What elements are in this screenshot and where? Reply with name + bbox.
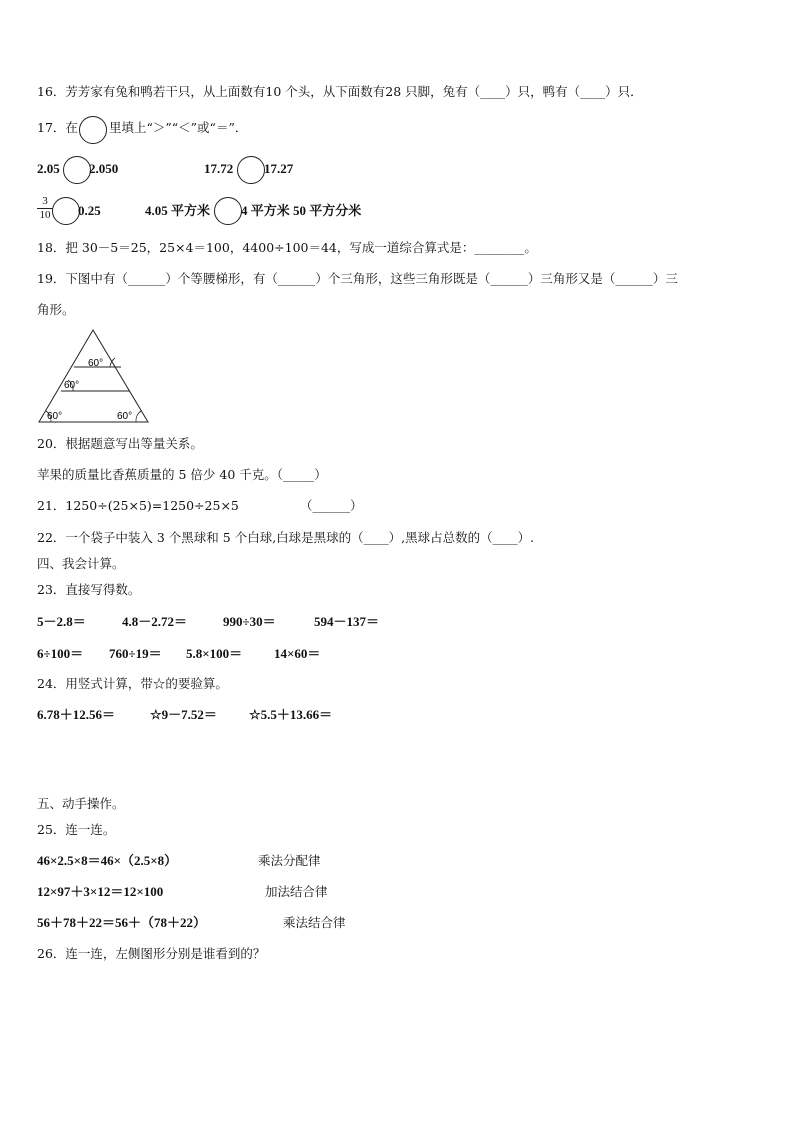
calc-2-1: 6÷100＝ xyxy=(37,646,84,661)
question-20-title: 20．根据题意写出等量关系。 xyxy=(37,436,203,451)
match-right-1[interactable]: 乘法分配律 xyxy=(258,853,321,868)
angle-label-bl: 60° xyxy=(47,411,63,422)
question-21-blank: （______） xyxy=(300,498,363,513)
calc-1-4: 594－137＝ xyxy=(314,614,380,629)
match-left-3[interactable]: 56＋78＋22＝56＋（78＋22） xyxy=(37,915,207,930)
question-20-body: 苹果的质量比香蕉质量的 5 倍少 40 千克。（_____） xyxy=(37,467,327,482)
match-left-2[interactable]: 12×97＋3×12＝12×100 xyxy=(37,884,164,899)
section-4-heading: 四、我会计算。 xyxy=(37,556,125,571)
match-right-2[interactable]: 加法结合律 xyxy=(265,884,328,899)
question-19-line1: 19．下图中有（______）个等腰梯形，有（______）个三角形，这些三角形既是（______）三角形又是（______）三 xyxy=(37,271,678,286)
calc-1-2: 4.8－2.72＝ xyxy=(122,614,188,629)
match-left-1[interactable]: 46×2.5×8＝46×（2.5×8） xyxy=(37,853,178,868)
vertical-calc-2: ☆9－7.52＝ xyxy=(150,707,217,722)
fraction-denominator: 10 xyxy=(39,209,51,221)
compare-1-right: 2.050 xyxy=(89,161,119,176)
question-18: 18．把 30－5＝25，25×4＝100，4400÷100＝44，写成一道综合算式是：________。 xyxy=(37,240,537,255)
fraction-numerator: 3 xyxy=(42,195,48,207)
compare-1-left: 2.05 xyxy=(37,161,60,176)
compare-4-circle[interactable] xyxy=(214,197,242,225)
calc-1-3: 990÷30＝ xyxy=(223,614,276,629)
match-right-3[interactable]: 乘法结合律 xyxy=(283,915,346,930)
calc-2-2: 760÷19＝ xyxy=(109,646,162,661)
calc-1-1: 5－2.8＝ xyxy=(37,614,86,629)
compare-4-left: 4.05 平方米 xyxy=(145,203,211,218)
compare-2-right: 17.27 xyxy=(264,161,294,176)
triangle-figure xyxy=(36,326,152,424)
question-25-title: 25．连一连。 xyxy=(37,822,116,837)
compare-3-circle[interactable] xyxy=(52,197,80,225)
question-26: 26．连一连，左侧图形分别是谁看到的？ xyxy=(37,946,266,961)
angle-label-mid: 60° xyxy=(64,380,80,391)
compare-circle[interactable] xyxy=(79,116,107,144)
angle-label-br: 60° xyxy=(117,411,133,422)
compare-2-circle[interactable] xyxy=(237,156,265,184)
question-22: 22．一个袋子中装入 3 个黑球和 5 个白球,白球是黑球的（____）,黑球占总数的（____）. xyxy=(37,530,535,545)
fraction xyxy=(37,196,53,221)
compare-1-circle[interactable] xyxy=(63,156,91,184)
question-19-line2: 角形。 xyxy=(37,302,75,317)
compare-2-left: 17.72 xyxy=(204,161,234,176)
question-17-prefix: 17．在 xyxy=(37,120,78,135)
question-16: 16．芳芳家有兔和鸭若干只，从上面数有10 个头，从下面数有28 只脚，兔有（____）只，鸭有（____）只． xyxy=(37,84,643,99)
angle-label-top: 60° xyxy=(88,358,104,369)
question-21-expr: 21．1250÷(25×5)=1250÷25×5 xyxy=(37,498,239,513)
calc-2-3: 5.8×100＝ xyxy=(186,646,243,661)
vertical-calc-3: ☆5.5＋13.66＝ xyxy=(249,707,333,722)
compare-4-right: 4 平方米 50 平方分米 xyxy=(241,203,362,218)
question-17-suffix: 里填上“＞”“＜”或“＝”． xyxy=(109,120,248,135)
vertical-calc-1: 6.78＋12.56＝ xyxy=(37,707,116,722)
compare-3-right: 0.25 xyxy=(78,203,101,218)
question-23-title: 23．直接写得数。 xyxy=(37,582,141,597)
outer-triangle xyxy=(39,330,148,422)
section-5-heading: 五、动手操作。 xyxy=(37,796,125,811)
calc-2-4: 14×60＝ xyxy=(274,646,321,661)
angle-arc-br xyxy=(136,411,141,422)
question-24-title: 24．用竖式计算，带☆的要验算。 xyxy=(37,676,228,691)
